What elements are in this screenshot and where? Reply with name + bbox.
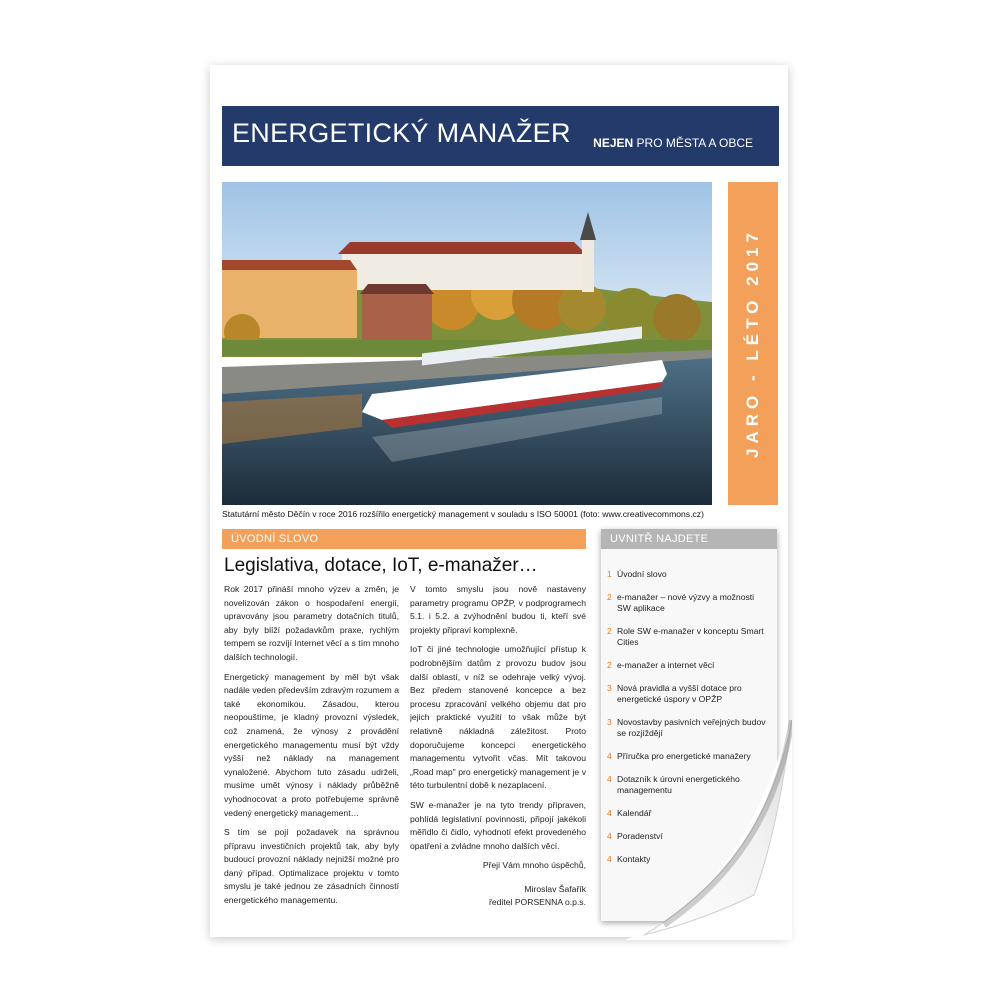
contents-item[interactable] (607, 569, 769, 580)
newsletter-subtitle (593, 136, 753, 150)
sidebar-header (601, 529, 777, 549)
contents-item[interactable] (607, 626, 769, 648)
contents-item-label: Novostavby pasivních veřejných budov se rozjíždějí (617, 717, 766, 738)
page-number: 3 (607, 717, 612, 727)
contents-item-label: Kontakty (617, 854, 651, 864)
paragraph: SW e-manažer je na tyto trendy připraven, pohlídá legislativní povinnosti, připojí jakékoli měřidlo či čidlo, vyhodnotí efekt provedeného opatření a zvládne mnoho dalších věcí. (410, 799, 586, 851)
contents-item[interactable] (607, 660, 769, 671)
page-curl-icon (624, 720, 792, 940)
signature-name: Miroslav Šafařík (524, 883, 586, 894)
season-label: JARO - LÉTO 2017 (743, 228, 762, 458)
contents-item-label: e-manažer – nové výzvy a možnosti SW aplikace (617, 592, 755, 613)
contents-item[interactable] (607, 683, 769, 705)
page-number: 1 (607, 569, 612, 579)
contents-item-label: Nová pravidla a vyšší dotace pro energetické úspory v OPŽP (617, 683, 742, 704)
newsletter-title: ENERGETICKÝ MANAŽER (232, 118, 571, 148)
contents-item-label: Kalendář (617, 808, 652, 818)
river-town-illustration (222, 182, 712, 505)
closing-line: Přeji Vám mnoho úspěchů, (482, 860, 586, 871)
paragraph: V tomto smyslu jsou nově nastaveny parametry programu OPŽP, v podprogramech 5.1. i 5.2. a zvýhodnění budou ti, kteří své projekty připraví komplexně. (410, 584, 586, 635)
season-banner (728, 182, 778, 505)
page-number: 2 (607, 660, 612, 670)
article-column-1 (224, 583, 399, 914)
cover-photo (222, 182, 712, 505)
contents-item-label: Role SW e-manažer v konceptu Smart Cities (617, 626, 764, 647)
subtitle-rest: PRO MĚSTA A OBCE (633, 136, 753, 150)
masthead (222, 106, 779, 166)
page-number: 2 (607, 592, 612, 602)
signature-role: ředitel PORSENNA o.p.s. (489, 897, 586, 908)
paragraph: Rok 2017 přináší mnoho výzev a změn, je novelizován zákon o hospodaření energií, upravovány jsou parametry dotačních titulů, aby byly blíží požadavkům praxe, rychlým tempem se rozvíjí Internet věcí a s tím mnoho dalších technologií. (224, 584, 399, 662)
contents-item-label: Poradenství (617, 831, 663, 841)
page-number: 4 (607, 808, 612, 818)
contents-item-label: Příručka pro energetické manažery (617, 751, 751, 761)
page-number: 4 (607, 751, 612, 761)
contents-item-label: e-manažer a internet věcí (617, 660, 715, 670)
page-number: 2 (607, 626, 612, 636)
paragraph: IoT či jiné technologie umožňující přístup k podrobnějším datům z provozu budov jsou další oblastí, v níž se odehraje velký vývoj. Bez předem stanovené koncepce a bez procesu zpracování velkého objemu dat pro jejich praktické využití to však může být relativně nákladná záležitost. Proto doporučujeme koncepci energetického managementu vytvořit včas. Mít takovou „Road map" pro energetický management je v této turbulentní době k nezaplacení. (410, 644, 586, 791)
subtitle-bold: NEJEN (593, 136, 634, 150)
article-column-2 (410, 583, 586, 910)
section-label-bar (222, 529, 586, 549)
page-number: 4 (607, 854, 612, 864)
photo-caption: Statutární město Děčín v roce 2016 rozšířilo energetický management v souladu s ISO 50001 (foto: www.creativecommons.cz) (222, 509, 704, 519)
contents-item-label: Úvodní slovo (617, 569, 667, 579)
page-number: 3 (607, 683, 612, 693)
article-headline: Legislativa, dotace, IoT, e-manažer… (224, 555, 538, 576)
page-number: 4 (607, 774, 612, 784)
section-label: ÚVODNÍ SLOVO (231, 533, 319, 545)
paragraph: S tím se pojí požadavek na správnou přípravu investičních projektů tak, aby byly budoucí provozní náklady nejnižší možné pro daný případ. Optimalizace projektu v tomto smyslu je také jednou ze zásadních činností energetického managementu. (224, 827, 399, 906)
contents-item-label: Dotazník k úrovni energetického managementu (617, 774, 740, 795)
page-number: 4 (607, 831, 612, 841)
paragraph: Energetický management by měl být však nadále veden především zdravým rozumem a také ekonomikou. Zásadou, kterou neopouštíme, je kladný provozní výsledek, což znamená, že výnosy z provádění energetického managementu musí být vždy vyšší než náklady na management vynaložené. Abychom tuto zásadu udrželi, musíme umět výnosy i náklady průběžně vyhodnocovat a proto potřebujeme správně vedený energetický management… (224, 671, 399, 818)
contents-item[interactable] (607, 592, 769, 614)
sidebar-title: UVNITŘ NAJDETE (610, 533, 709, 545)
